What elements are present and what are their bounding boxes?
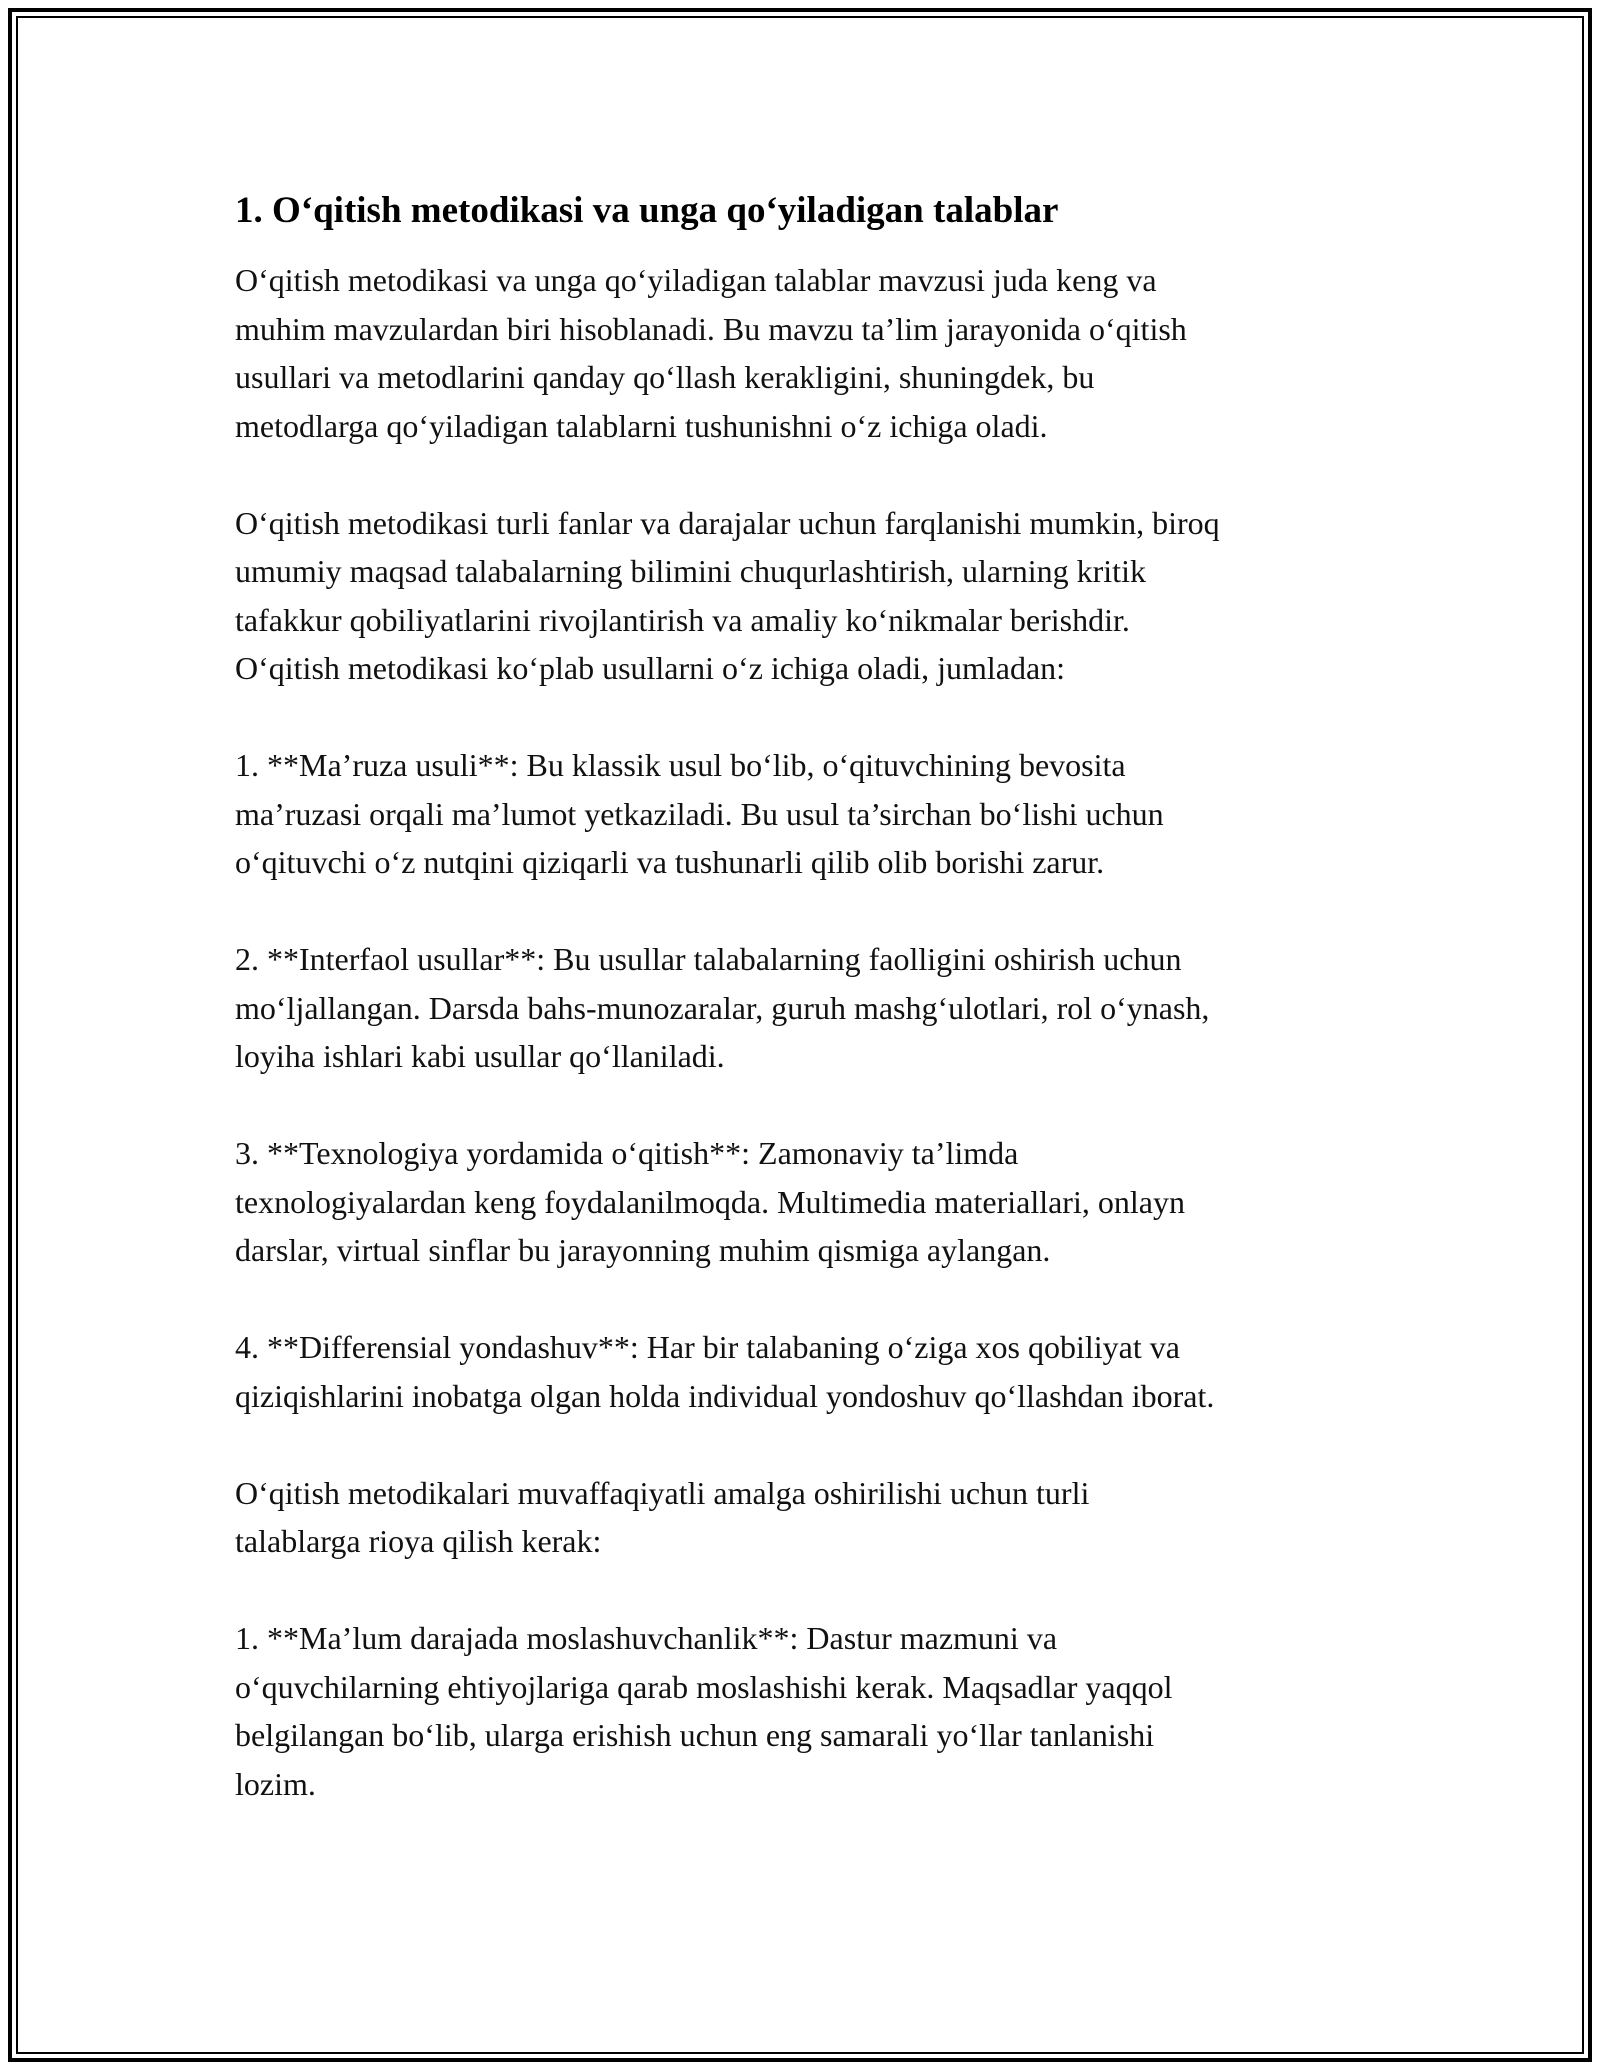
list-item-interactive-methods: 2. **Interfaol usullar**: Bu usullar talabalarning faolligini oshirish uchun mo‘ljallangan. Darsda bahs-munozaralar, guruh mashg‘ulotlari, rol o‘ynash, loyiha ishlari kabi usullar qo‘llaniladi.	[235, 941, 1210, 1074]
paragraph-requirements-intro: O‘qitish metodikalari muvaffaqiyatli amalga oshirilishi uchun turli talablarga rioya qilish kerak:	[235, 1474, 1090, 1559]
section-heading: 1. O‘qitish metodikasi va unga qo‘yiladigan talablar	[235, 190, 1059, 231]
list-item-technology-teaching: 3. **Texnologiya yordamida o‘qitish**: Zamonaviy ta’limda texnologiyalardan keng foydalanilmoqda. Multimedia materiallari, onlayn darslar, virtual sinflar bu jarayonning muhim qismiga aylangan.	[235, 1135, 1185, 1268]
list-item-lecture-method: 1. **Ma’ruza usuli**: Bu klassik usul bo‘lib, o‘qituvchining bevosita ma’ruzasi orqali ma’lumot yetkaziladi. Bu usul ta’sirchan bo‘lishi uchun o‘qituvchi o‘z nutqini qiziqarli va tushunarli qilib olib borishi zarur.	[235, 747, 1164, 880]
list-item-flexibility: 1. **Ma’lum darajada moslashuvchanlik**: Dastur mazmuni va o‘quvchilarning ehtiyojlariga qarab moslashishi kerak. Maqsadlar yaqqol belgilangan bo‘lib, ularga erishish uchun eng samarali yo‘llar tanlanishi lozim.	[235, 1620, 1173, 1802]
document-body	[235, 186, 1385, 1808]
list-item-differential-approach: 4. **Differensial yondashuv**: Har bir talabaning o‘ziga xos qobiliyat va qiziqishlarini inobatga olgan holda individual yondoshuv qo‘llashdan iborat.	[235, 1329, 1215, 1414]
paragraph-methods-overview: O‘qitish metodikasi turli fanlar va darajalar uchun farqlanishi mumkin, biroq umumiy maqsad talabalarning bilimini chuqurlashtirish, ularning kritik tafakkur qobiliyatlarini rivojlantirish va amaliy ko‘nikmalar berishdir. O‘qitish metodikasi ko‘plab usullarni o‘z ichiga oladi, jumladan:	[235, 504, 1220, 686]
paragraph-intro: O‘qitish metodikasi va unga qo‘yiladigan talablar mavzusi juda keng va muhim mavzulardan biri hisoblanadi. Bu mavzu ta’lim jarayonida o‘qitish usullari va metodlarini qanday qo‘llash kerakligini, shuningdek, bu metodlarga qo‘yiladigan talablarni tushunishni o‘z ichiga oladi.	[235, 262, 1187, 444]
